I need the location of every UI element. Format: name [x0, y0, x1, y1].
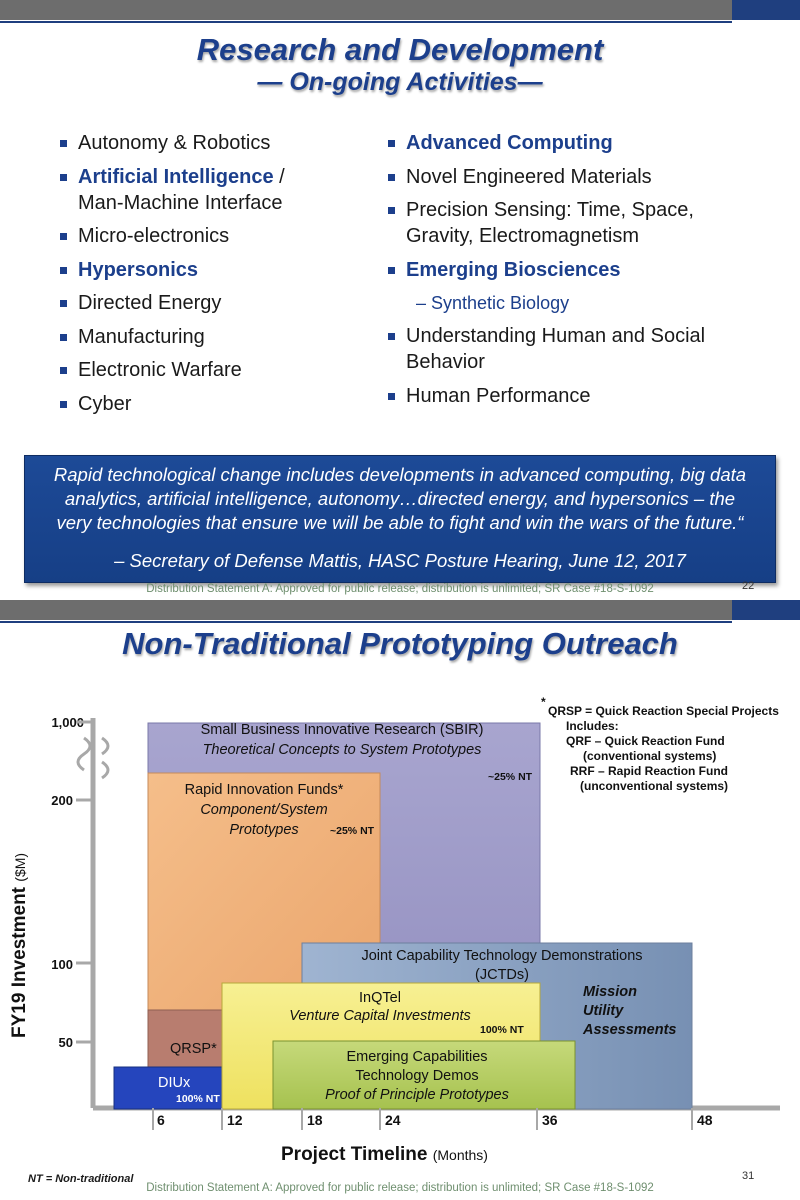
x-tick-label: 12 [227, 1112, 243, 1128]
distribution-statement: Distribution Statement A: Approved for public release; distribution is unlimited; SR Case #18-S-1092 [146, 1182, 654, 1194]
inqtel-nt: 100% NT [480, 1024, 524, 1036]
jctd-label: (JCTDs) [475, 967, 529, 983]
svg-text:QRF – Quick Reaction Fund: QRF – Quick Reaction Fund [566, 734, 725, 748]
svg-text:(unconventional systems): (unconventional systems) [580, 779, 729, 793]
list-item: Novel Engineered Materials [388, 164, 788, 190]
jctd-desc: Assessments [583, 1022, 677, 1038]
qrsp-footnote [541, 695, 779, 793]
x-tick-label: 48 [697, 1112, 713, 1128]
jctd-label: Joint Capability Technology Demonstrations [361, 948, 643, 964]
slide1-subtitle: — On-going Activities— [257, 68, 543, 96]
rif-desc: Component/System [200, 802, 328, 818]
list-item: Cyber [60, 391, 380, 417]
list-item: Artificial Intelligence / Man-Machine Interface [60, 164, 380, 216]
svg-text:RRF – Rapid Reaction Fund: RRF – Rapid Reaction Fund [570, 764, 729, 778]
x-tick-label: 24 [385, 1112, 401, 1128]
y-tick-label: 50 [58, 1035, 73, 1050]
jctd-desc: Utility [583, 1003, 624, 1019]
investment-timeline-chart [0, 690, 800, 1170]
quote-line: Rapid technological change includes developments in advanced computing, big data [53, 464, 747, 485]
list-item: Directed Energy [60, 290, 380, 316]
list-item: Manufacturing [60, 324, 380, 350]
svg-text:*: * [541, 695, 546, 709]
quote-line: analytics, artificial intelligence, autonomy…directed energy, and hypersonics – the [64, 488, 736, 509]
x-tick-labels [157, 1112, 713, 1128]
inqtel-label: InQTel [359, 990, 401, 1006]
sbir-nt: ~25% NT [488, 771, 533, 783]
list-item: Advanced Computing [388, 130, 788, 156]
emerging-label: Emerging Capabilities [346, 1049, 488, 1065]
rif-desc: Prototypes [229, 822, 299, 838]
sub-list-item: – Synthetic Biology [416, 293, 570, 313]
left-bullet-list [60, 130, 380, 424]
list-item: Hypersonics [60, 257, 380, 283]
list-item: Electronic Warfare [60, 357, 380, 383]
slide1-title: Research and Development [196, 32, 604, 67]
list-item: Precision Sensing: Time, Space, Gravity, Electromagnetism [388, 197, 788, 249]
x-tick-label: 6 [157, 1112, 165, 1128]
slide2-title: Non-Traditional Prototyping Outreach [122, 626, 678, 661]
quote-box [24, 455, 776, 583]
right-bullet-list [388, 130, 788, 416]
qrsp-label: QRSP* [170, 1041, 217, 1057]
diux-label: DIUx [158, 1075, 191, 1091]
page-number: 31 [742, 1170, 755, 1182]
slide1-top-bar [0, 0, 800, 20]
jctd-desc: Mission [583, 984, 637, 1000]
y-tick-label: 1,000 [51, 715, 84, 730]
y-tick-label: 100 [51, 957, 73, 972]
y-tick-label: 200 [51, 793, 73, 808]
list-item: Autonomy & Robotics [60, 130, 380, 156]
nt-footnote: NT = Non-traditional [28, 1173, 134, 1185]
x-tick-label: 18 [307, 1112, 323, 1128]
distribution-statement: Distribution Statement A: Approved for public release; distribution is unlimited; SR Case #18-S-1092 [146, 583, 654, 595]
diux-nt: 100% NT [176, 1093, 220, 1105]
x-axis-title: Project Timeline (Months) [281, 1144, 488, 1165]
list-item: Emerging Biosciences [388, 257, 788, 283]
svg-text:QRSP = Quick Reaction Special: QRSP = Quick Reaction Special Projects [548, 704, 779, 718]
emerging-label: Technology Demos [355, 1068, 479, 1084]
sbir-label: Small Business Innovative Research (SBIR) [200, 722, 484, 738]
inqtel-desc: Venture Capital Investments [289, 1008, 471, 1024]
emerging-desc: Proof of Principle Prototypes [325, 1087, 509, 1103]
rif-nt: ~25% NT [330, 825, 375, 837]
list-item: Human Performance [388, 383, 788, 409]
svg-text:(conventional systems): (conventional systems) [583, 749, 717, 763]
quote-attribution: – Secretary of Defense Mattis, HASC Posture Hearing, June 12, 2017 [114, 550, 686, 571]
page-number: 22 [742, 580, 755, 592]
rif-label: Rapid Innovation Funds* [184, 782, 344, 798]
list-item: Understanding Human and Social Behavior [388, 323, 788, 375]
sbir-desc: Theoretical Concepts to System Prototypes [202, 742, 482, 758]
svg-text:Includes:: Includes: [566, 719, 619, 733]
list-item: Micro-electronics [60, 223, 380, 249]
y-axis-title: FY19 Investment ($M) [9, 852, 30, 1038]
x-tick-label: 36 [542, 1112, 558, 1128]
quote-line: very technologies that ensure we will be able to fight and win the wars of the future.“ [56, 512, 744, 533]
slide2-top-bar [0, 600, 800, 620]
